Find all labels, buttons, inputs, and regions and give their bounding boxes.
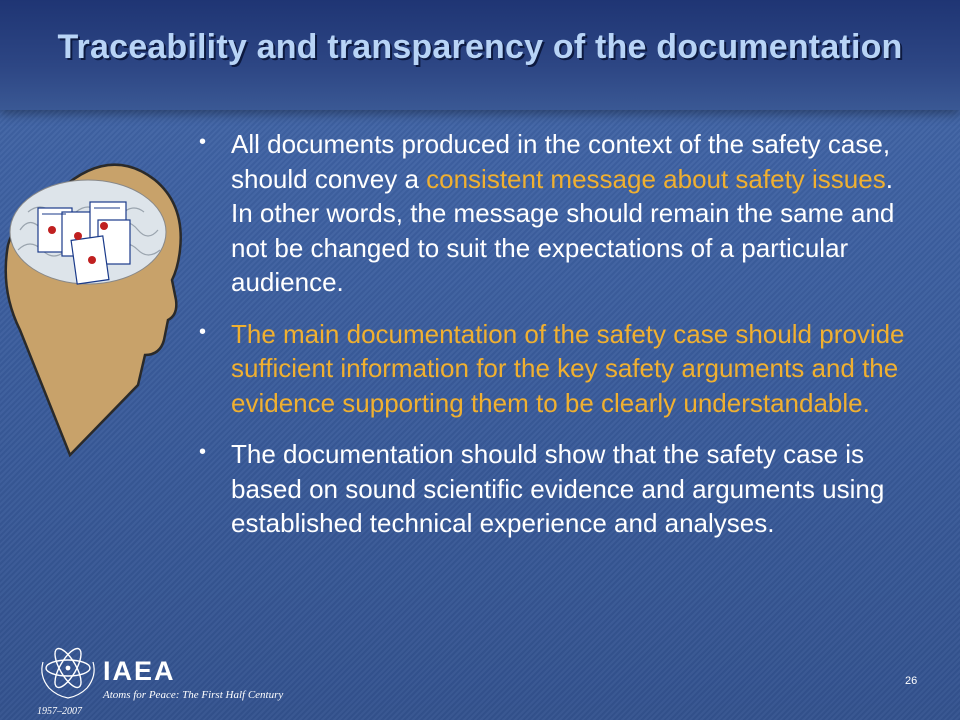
bullet-marker: • [199, 320, 207, 343]
bullet-list [190, 127, 920, 558]
logo-years: 1957–2007 [37, 706, 82, 717]
logo-wordmark: IAEA [103, 656, 176, 686]
bullet-text: . In other words, the message should remain the same and not be changed to suit the expectations of a particular audience. [231, 163, 895, 297]
bullet-marker: • [199, 441, 207, 463]
bullet-text: All documents produced in the context of the safety case, should convey a [231, 129, 891, 194]
page-number: 26 [905, 675, 918, 687]
bullet-highlight: consistent message about safety issues [426, 163, 886, 194]
bullet-marker: • [199, 131, 207, 153]
bullet-item [190, 437, 920, 541]
head-with-documents-illustration [0, 150, 190, 460]
logo-tagline: Atoms for Peace: The First Half Century [103, 689, 284, 701]
atom-emblem-icon [42, 645, 94, 698]
bullet-text: The documentation should show that the safety case is based on sound scientific evidence and arguments using established technical experience and analyses. [231, 439, 885, 538]
slide-title: Traceability and transparency of the documentation [57, 28, 903, 66]
bullet-item [190, 127, 920, 300]
title-bar [0, 0, 960, 110]
bullet-text: The main documentation of the safety case should provide sufficient information for the key safety arguments and the evidence supporting them to be clearly understandable. [231, 318, 905, 418]
bullet-item [190, 317, 920, 421]
iaea-logo [35, 640, 295, 720]
